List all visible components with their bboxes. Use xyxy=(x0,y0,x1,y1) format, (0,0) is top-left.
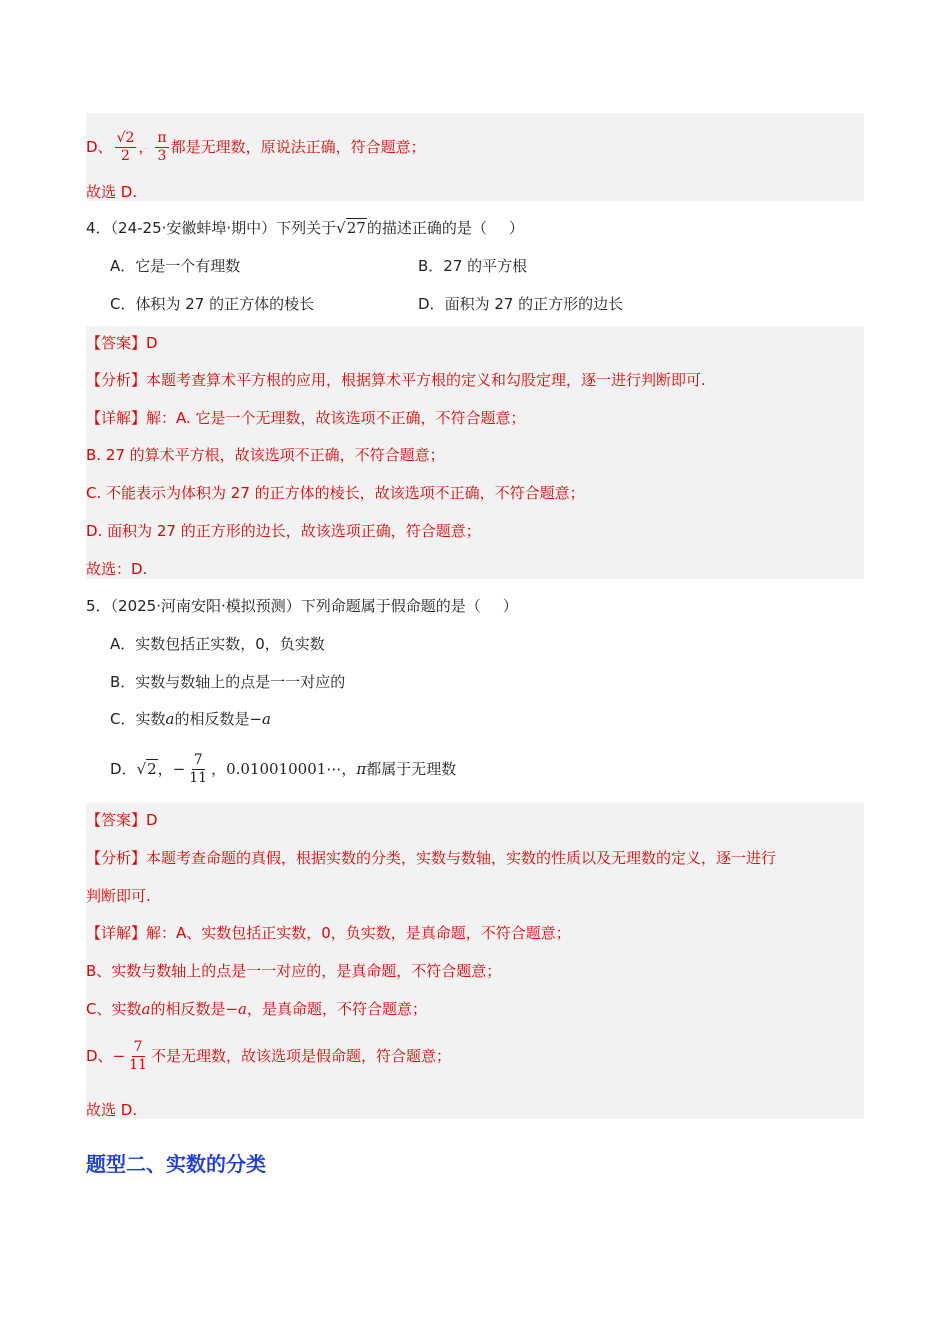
fraction-sqrt2-over-2: $\frac{√2}{2}$ xyxy=(116,130,135,164)
q5-analysis-line-1: 【分析】本题考查命题的真假，根据实数的分类，实数与数轴，实数的性质以及无理数的定义，逐一进行 xyxy=(86,849,777,867)
q5-option-d: D．√2，− $\frac{7}{11}$ ，0.010010001⋯，π都属于无理数 xyxy=(110,752,457,786)
fraction-7-over-11: $\frac{7}{11}$ xyxy=(189,752,208,786)
sqrt-27: √27 xyxy=(336,219,366,237)
q5-answer: 【答案】D xyxy=(86,811,158,829)
q5-option-a: A．实数包括正实数，0，负实数 xyxy=(110,635,325,653)
q5-detail-d: D、− $\frac{7}{11}$ 不是无理数，故该选项是假命题，符合题意； xyxy=(86,1039,451,1073)
q4-answer: 【答案】D xyxy=(86,334,158,352)
q4-analysis: 【分析】本题考查算术平方根的应用，根据算术平方根的定义和勾股定理，逐一进行判断即可. xyxy=(86,371,706,389)
section-heading: 题型二、实数的分类 xyxy=(86,1152,266,1176)
q5-conclusion: 故选 D. xyxy=(86,1101,138,1119)
q4-option-d: D．面积为 27 的正方形的边长 xyxy=(418,295,624,313)
q5-detail-a: 【详解】解：A、实数包括正实数，0，负实数，是真命题，不符合题意； xyxy=(86,924,571,942)
q5-detail-c: C、实数a的相反数是−a，是真命题，不符合题意； xyxy=(86,1000,427,1018)
fraction-pi-over-3: $\frac{\pi}{3}$ xyxy=(157,130,167,164)
q4-stem: 4．（24-25·安徽蚌埠·期中）下列关于√27的描述正确的是（ ） xyxy=(86,219,524,237)
q3-option-d-explanation: D、 $\frac{√2}{2}$ ， $\frac{\pi}{3}$ 都是无理数，原说法正确，符合题意； xyxy=(86,130,426,164)
q4-detail-a: 【详解】解：A. 它是一个无理数，故该选项不正确，不符合题意； xyxy=(86,409,526,427)
q4-detail-c: C. 不能表示为体积为 27 的正方体的棱长，故该选项不正确，不符合题意； xyxy=(86,484,585,502)
q4-option-b: B．27 的平方根 xyxy=(418,257,528,275)
q4-detail-b: B. 27 的算术平方根，故该选项不正确，不符合题意； xyxy=(86,446,445,464)
q5-option-c: C．实数a的相反数是−a xyxy=(110,710,271,728)
q4-conclusion: 故选：D. xyxy=(86,560,148,578)
q5-detail-b: B、实数与数轴上的点是一一对应的，是真命题，不符合题意； xyxy=(86,962,502,980)
q3-conclusion: 故选 D. xyxy=(86,183,138,201)
sqrt-2: √2 xyxy=(136,760,157,778)
q4-option-c: C．体积为 27 的正方体的棱长 xyxy=(110,295,315,313)
q5-analysis-line-2: 判断即可. xyxy=(86,887,151,905)
q4-option-a: A．它是一个有理数 xyxy=(110,257,241,275)
q4-detail-d: D. 面积为 27 的正方形的边长，故该选项正确，符合题意； xyxy=(86,522,481,540)
q5-option-b: B．实数与数轴上的点是一一对应的 xyxy=(110,673,346,691)
q5-stem: 5．（2025·河南安阳·模拟预测）下列命题属于假命题的是（ ） xyxy=(86,597,518,615)
fraction-7-over-11: $\frac{7}{11}$ xyxy=(129,1039,147,1073)
